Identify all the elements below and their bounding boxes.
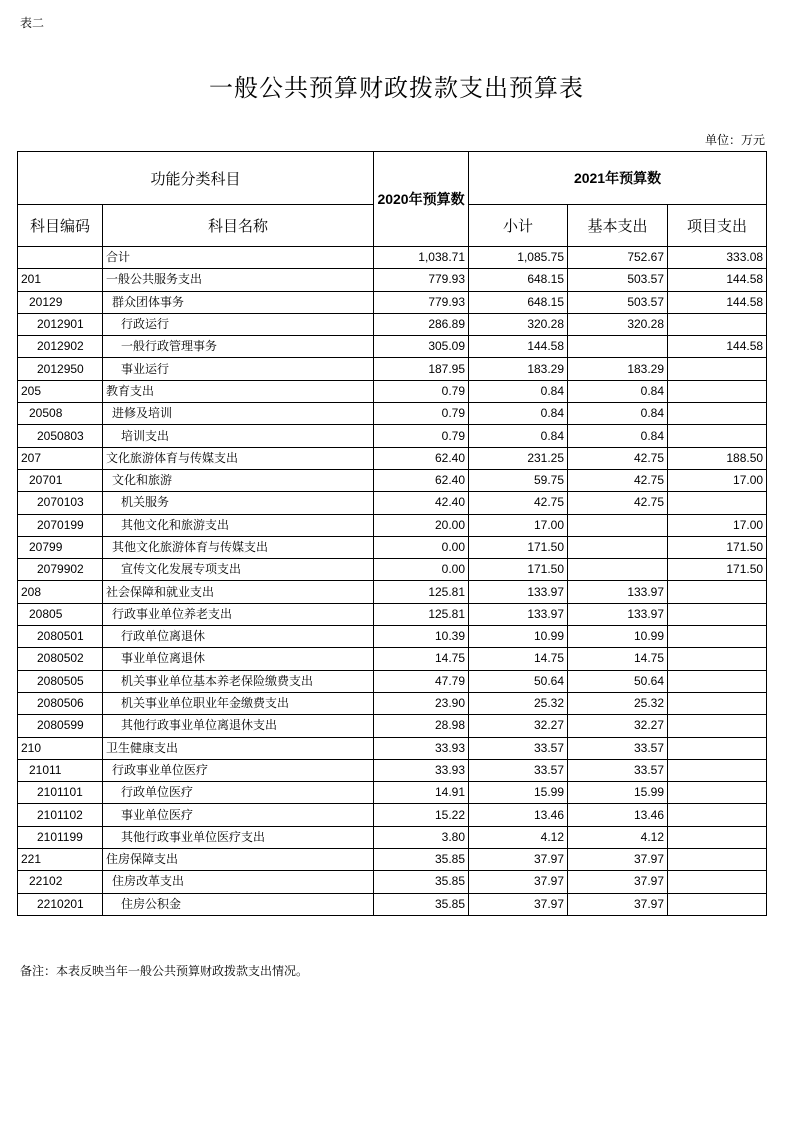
header-code: 科目编码: [18, 205, 103, 247]
cell-code: [18, 247, 103, 269]
cell-name: 事业运行: [103, 358, 374, 380]
cell-code: 2012901: [18, 313, 103, 335]
cell-basic: 503.57: [568, 269, 668, 291]
table-row: [18, 626, 767, 648]
cell-basic: 0.84: [568, 425, 668, 447]
table-row: [18, 804, 767, 826]
cell-subtotal: 42.75: [469, 492, 568, 514]
cell-subtotal: 0.84: [469, 403, 568, 425]
cell-project: [668, 804, 767, 826]
cell-2020-budget: 305.09: [374, 336, 469, 358]
header-basic-expenditure: 基本支出: [568, 205, 668, 247]
cell-code: 20805: [18, 603, 103, 625]
cell-subtotal: 14.75: [469, 648, 568, 670]
cell-subtotal: 25.32: [469, 692, 568, 714]
cell-name: 群众团体事务: [103, 291, 374, 313]
table-row: [18, 849, 767, 871]
cell-2020-budget: 62.40: [374, 447, 469, 469]
cell-code: 2210201: [18, 893, 103, 915]
cell-project: [668, 648, 767, 670]
cell-code: 2080501: [18, 626, 103, 648]
table-row: [18, 782, 767, 804]
cell-project: [668, 403, 767, 425]
table-row: [18, 425, 767, 447]
cell-code: 2012950: [18, 358, 103, 380]
cell-subtotal: 37.97: [469, 849, 568, 871]
cell-subtotal: 59.75: [469, 469, 568, 491]
cell-name: 合计: [103, 247, 374, 269]
cell-2020-budget: 779.93: [374, 291, 469, 313]
cell-2020-budget: 14.75: [374, 648, 469, 670]
cell-name: 社会保障和就业支出: [103, 581, 374, 603]
cell-2020-budget: 33.93: [374, 759, 469, 781]
cell-project: 17.00: [668, 514, 767, 536]
cell-basic: 37.97: [568, 893, 668, 915]
cell-code: 205: [18, 380, 103, 402]
cell-name: 一般公共服务支出: [103, 269, 374, 291]
table-row: [18, 536, 767, 558]
cell-project: [668, 871, 767, 893]
cell-name: 行政事业单位医疗: [103, 759, 374, 781]
cell-project: [668, 603, 767, 625]
table-row: [18, 737, 767, 759]
cell-code: 2050803: [18, 425, 103, 447]
table-row: [18, 403, 767, 425]
cell-code: 20129: [18, 291, 103, 313]
table-row: [18, 247, 767, 269]
table-row: [18, 715, 767, 737]
cell-project: [668, 313, 767, 335]
cell-2020-budget: 23.90: [374, 692, 469, 714]
cell-basic: 133.97: [568, 603, 668, 625]
cell-subtotal: 37.97: [469, 871, 568, 893]
cell-project: [668, 626, 767, 648]
unit-label: 单位：万元: [704, 133, 765, 147]
cell-name: 机关事业单位基本养老保险缴费支出: [103, 670, 374, 692]
cell-subtotal: 0.84: [469, 380, 568, 402]
cell-2020-budget: 33.93: [374, 737, 469, 759]
cell-code: 208: [18, 581, 103, 603]
cell-name: 行政事业单位养老支出: [103, 603, 374, 625]
cell-project: [668, 826, 767, 848]
table-row: [18, 670, 767, 692]
cell-subtotal: 32.27: [469, 715, 568, 737]
cell-basic: 33.57: [568, 737, 668, 759]
cell-2020-budget: 779.93: [374, 269, 469, 291]
cell-2020-budget: 0.79: [374, 380, 469, 402]
cell-basic: 503.57: [568, 291, 668, 313]
header-name: 科目名称: [103, 205, 374, 247]
cell-basic: 42.75: [568, 469, 668, 491]
cell-subtotal: 50.64: [469, 670, 568, 692]
cell-subtotal: 10.99: [469, 626, 568, 648]
table-row: [18, 358, 767, 380]
cell-project: [668, 759, 767, 781]
cell-code: 20701: [18, 469, 103, 491]
cell-subtotal: 144.58: [469, 336, 568, 358]
cell-2020-budget: 1,038.71: [374, 247, 469, 269]
cell-basic: 37.97: [568, 849, 668, 871]
cell-project: 17.00: [668, 469, 767, 491]
cell-basic: 752.67: [568, 247, 668, 269]
document-tag: 表二: [20, 16, 45, 30]
header-subtotal: 小计: [469, 205, 568, 247]
table-row: [18, 336, 767, 358]
cell-project: [668, 380, 767, 402]
page-title: 一般公共预算财政拨款支出预算表: [209, 74, 584, 102]
cell-code: 210: [18, 737, 103, 759]
table-row: [18, 269, 767, 291]
cell-2020-budget: 0.79: [374, 403, 469, 425]
cell-2020-budget: 0.79: [374, 425, 469, 447]
cell-subtotal: 13.46: [469, 804, 568, 826]
cell-name: 文化和旅游: [103, 469, 374, 491]
cell-project: [668, 581, 767, 603]
cell-name: 机关事业单位职业年金缴费支出: [103, 692, 374, 714]
cell-basic: 32.27: [568, 715, 668, 737]
cell-project: [668, 893, 767, 915]
cell-code: 20508: [18, 403, 103, 425]
cell-subtotal: 0.84: [469, 425, 568, 447]
cell-code: 2012902: [18, 336, 103, 358]
table-row: [18, 871, 767, 893]
cell-subtotal: 33.57: [469, 737, 568, 759]
cell-2020-budget: 28.98: [374, 715, 469, 737]
cell-code: 207: [18, 447, 103, 469]
cell-subtotal: 37.97: [469, 893, 568, 915]
table-row: [18, 603, 767, 625]
cell-subtotal: 320.28: [469, 313, 568, 335]
cell-2020-budget: 47.79: [374, 670, 469, 692]
cell-name: 卫生健康支出: [103, 737, 374, 759]
cell-project: 171.50: [668, 536, 767, 558]
cell-code: 2101199: [18, 826, 103, 848]
cell-code: 2080599: [18, 715, 103, 737]
table-row: [18, 514, 767, 536]
header-2020-budget: 2020年预算数: [374, 152, 469, 247]
table-row: [18, 581, 767, 603]
cell-code: 2080502: [18, 648, 103, 670]
cell-basic: 37.97: [568, 871, 668, 893]
cell-code: 2070199: [18, 514, 103, 536]
cell-name: 培训支出: [103, 425, 374, 447]
cell-name: 文化旅游体育与传媒支出: [103, 447, 374, 469]
table-row: [18, 447, 767, 469]
cell-2020-budget: 42.40: [374, 492, 469, 514]
cell-name: 事业单位医疗: [103, 804, 374, 826]
cell-name: 其他文化旅游体育与传媒支出: [103, 536, 374, 558]
cell-basic: 4.12: [568, 826, 668, 848]
cell-2020-budget: 286.89: [374, 313, 469, 335]
cell-subtotal: 133.97: [469, 581, 568, 603]
cell-code: 2080505: [18, 670, 103, 692]
cell-basic: 320.28: [568, 313, 668, 335]
cell-name: 其他行政事业单位医疗支出: [103, 826, 374, 848]
cell-2020-budget: 62.40: [374, 469, 469, 491]
cell-name: 进修及培训: [103, 403, 374, 425]
cell-project: 144.58: [668, 269, 767, 291]
cell-subtotal: 17.00: [469, 514, 568, 536]
cell-subtotal: 133.97: [469, 603, 568, 625]
cell-project: [668, 670, 767, 692]
table-row: [18, 291, 767, 313]
cell-name: 事业单位离退休: [103, 648, 374, 670]
cell-basic: 25.32: [568, 692, 668, 714]
cell-code: 21011: [18, 759, 103, 781]
cell-basic: 15.99: [568, 782, 668, 804]
cell-2020-budget: 35.85: [374, 871, 469, 893]
cell-basic: 42.75: [568, 492, 668, 514]
cell-name: 行政运行: [103, 313, 374, 335]
cell-project: 188.50: [668, 447, 767, 469]
cell-name: 住房保障支出: [103, 849, 374, 871]
cell-basic: 13.46: [568, 804, 668, 826]
cell-subtotal: 171.50: [469, 536, 568, 558]
cell-subtotal: 648.15: [469, 291, 568, 313]
cell-name: 其他文化和旅游支出: [103, 514, 374, 536]
cell-code: 2079902: [18, 559, 103, 581]
cell-basic: 50.64: [568, 670, 668, 692]
cell-project: 171.50: [668, 559, 767, 581]
cell-project: [668, 492, 767, 514]
cell-project: [668, 692, 767, 714]
header-2021-budget: 2021年预算数: [469, 152, 767, 205]
cell-project: 144.58: [668, 336, 767, 358]
cell-2020-budget: 3.80: [374, 826, 469, 848]
cell-basic: [568, 559, 668, 581]
table-row: [18, 826, 767, 848]
cell-code: 20799: [18, 536, 103, 558]
cell-project: [668, 358, 767, 380]
cell-name: 行政单位离退休: [103, 626, 374, 648]
cell-subtotal: 171.50: [469, 559, 568, 581]
table-row: [18, 380, 767, 402]
table-row: [18, 648, 767, 670]
cell-basic: 42.75: [568, 447, 668, 469]
cell-subtotal: 33.57: [469, 759, 568, 781]
cell-2020-budget: 15.22: [374, 804, 469, 826]
cell-name: 宣传文化发展专项支出: [103, 559, 374, 581]
cell-project: 144.58: [668, 291, 767, 313]
footnote: 备注：本表反映当年一般公共预算财政拨款支出情况。: [20, 964, 309, 978]
cell-project: [668, 425, 767, 447]
cell-name: 机关服务: [103, 492, 374, 514]
cell-basic: [568, 536, 668, 558]
cell-basic: 0.84: [568, 380, 668, 402]
cell-basic: [568, 336, 668, 358]
cell-name: 行政单位医疗: [103, 782, 374, 804]
cell-code: 201: [18, 269, 103, 291]
cell-2020-budget: 125.81: [374, 581, 469, 603]
cell-basic: 133.97: [568, 581, 668, 603]
cell-subtotal: 183.29: [469, 358, 568, 380]
cell-code: 2080506: [18, 692, 103, 714]
header-project-expenditure: 项目支出: [668, 205, 767, 247]
cell-2020-budget: 0.00: [374, 536, 469, 558]
cell-subtotal: 1,085.75: [469, 247, 568, 269]
table-row: [18, 559, 767, 581]
cell-name: 其他行政事业单位离退休支出: [103, 715, 374, 737]
cell-2020-budget: 187.95: [374, 358, 469, 380]
cell-project: [668, 737, 767, 759]
cell-basic: 0.84: [568, 403, 668, 425]
cell-subtotal: 15.99: [469, 782, 568, 804]
cell-2020-budget: 20.00: [374, 514, 469, 536]
cell-name: 一般行政管理事务: [103, 336, 374, 358]
header-function-category: 功能分类科目: [18, 152, 374, 205]
table-row: [18, 492, 767, 514]
cell-name: 教育支出: [103, 380, 374, 402]
cell-2020-budget: 14.91: [374, 782, 469, 804]
table-row: [18, 759, 767, 781]
table-row: [18, 893, 767, 915]
cell-code: 22102: [18, 871, 103, 893]
cell-project: [668, 715, 767, 737]
cell-name: 住房公积金: [103, 893, 374, 915]
cell-2020-budget: 125.81: [374, 603, 469, 625]
budget-table: [17, 151, 767, 916]
table-row: [18, 692, 767, 714]
table-row: [18, 469, 767, 491]
cell-code: 2070103: [18, 492, 103, 514]
cell-project: [668, 849, 767, 871]
cell-2020-budget: 10.39: [374, 626, 469, 648]
cell-basic: 14.75: [568, 648, 668, 670]
cell-basic: 33.57: [568, 759, 668, 781]
cell-2020-budget: 35.85: [374, 849, 469, 871]
cell-2020-budget: 35.85: [374, 893, 469, 915]
cell-basic: [568, 514, 668, 536]
cell-code: 2101102: [18, 804, 103, 826]
cell-2020-budget: 0.00: [374, 559, 469, 581]
cell-subtotal: 4.12: [469, 826, 568, 848]
cell-code: 2101101: [18, 782, 103, 804]
cell-code: 221: [18, 849, 103, 871]
cell-subtotal: 648.15: [469, 269, 568, 291]
cell-basic: 183.29: [568, 358, 668, 380]
table-row: [18, 313, 767, 335]
cell-subtotal: 231.25: [469, 447, 568, 469]
cell-name: 住房改革支出: [103, 871, 374, 893]
cell-project: 333.08: [668, 247, 767, 269]
cell-basic: 10.99: [568, 626, 668, 648]
cell-project: [668, 782, 767, 804]
